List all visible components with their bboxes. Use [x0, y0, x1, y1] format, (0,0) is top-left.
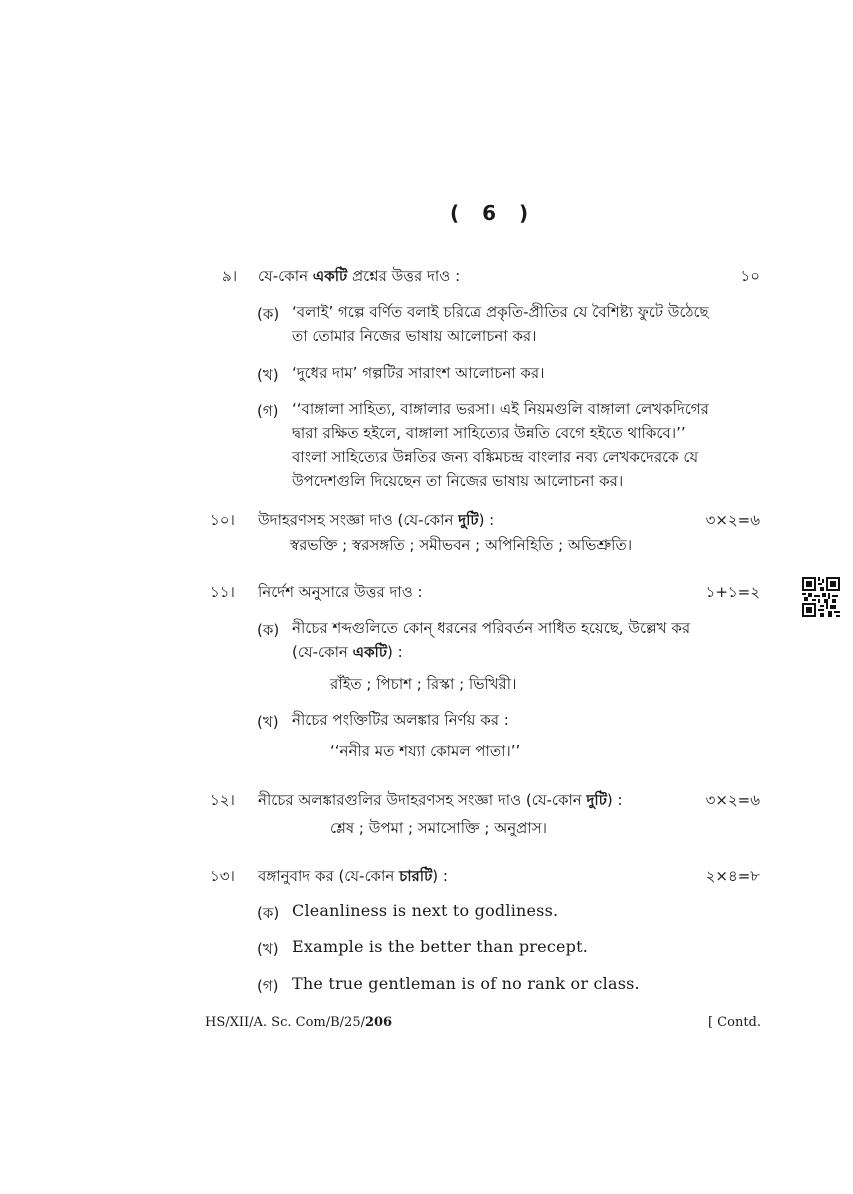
- q11-sub-b-line-1: নীচের পংক্তিটির অলঙ্কার নির্ণয় কর :: [292, 711, 509, 729]
- q10-stem: উদাহরণসহ সংজ্ঞা দাও (যে-কোন দুটি) :: [258, 511, 495, 529]
- q13-sub-c-label: (গ): [257, 977, 279, 995]
- q12-terms: শ্লেষ ; উপমা ; সমাসোক্তি ; অনুপ্রাস।: [330, 819, 547, 837]
- q11-stem: নির্দেশ অনুসারে উত্তর দাও :: [258, 583, 423, 601]
- q11-sub-a-line-1: নীচের শব্দগুলিতে কোন্ ধরনের পরিবর্তন সাধিত হয়েছে, উল্লেখ কর: [292, 619, 691, 637]
- paper-code: HS/XII/A. Sc. Com/B/25/206: [205, 1015, 393, 1030]
- q9-marks: ১০: [740, 267, 760, 285]
- q11-sub-a-label: (ক): [257, 621, 280, 639]
- q13-marks: ২×৪=৮: [705, 867, 760, 885]
- q11-sub-b-quote: ‘‘ননীর মত শয্যা কোমল পাতা।’’: [330, 742, 521, 760]
- q9-sub-c-line-3: বাংলা সাহিত্যের উন্নতির জন্য বঙ্কিমচন্দ্র বাংলার নব্য লেখকদেরকে যে: [292, 448, 699, 466]
- q10-number: ১০।: [210, 511, 235, 529]
- q9-number: ৯।: [222, 267, 238, 285]
- q11-sub-a-words: রাঁইত ; পিচাশ ; রিস্কা ; ভিখিরী।: [330, 675, 517, 693]
- q9-sub-b-line-1: ‘দুধের দাম’ গল্পটির সারাংশ আলোচনা কর।: [292, 364, 545, 382]
- q13-sub-b-text: Example is the better than precept.: [292, 937, 589, 956]
- q13-sub-b-label: (খ): [257, 940, 279, 958]
- q9-sub-a-label: (ক): [257, 305, 280, 323]
- q13-number: ১৩।: [210, 867, 235, 885]
- q9-sub-b-label: (খ): [257, 366, 279, 384]
- qr-code-icon: [802, 577, 840, 617]
- q9-sub-c-label: (গ): [257, 402, 279, 420]
- q13-sub-a-text: Cleanliness is next to godliness.: [292, 901, 559, 920]
- q9-sub-a-line-1: ‘বলাই’ গল্পে বর্ণিত বলাই চরিত্রে প্রকৃতি-প্রীতির যে বৈশিষ্ট্য ফুটে উঠেছে: [292, 303, 709, 321]
- q11-sub-a-line-2: (যে-কোন একটি) :: [292, 643, 403, 661]
- q11-marks: ১+১=২: [705, 583, 760, 601]
- q12-marks: ৩×২=৬: [705, 791, 760, 809]
- continued-label: [ Contd.: [707, 1015, 761, 1030]
- q12-number: ১২।: [210, 791, 235, 809]
- q9-sub-c-line-4: উপদেশগুলি দিয়েছেন তা নিজের ভাষায় আলোচনা কর।: [292, 472, 624, 490]
- q9-sub-a-line-2: তা তোমার নিজের ভাষায় আলোচনা কর।: [292, 327, 537, 345]
- q9-sub-c-line-2: দ্বারা রক্ষিত হইলে, বাঙ্গালা সাহিত্যের উন্নতি বেগে হইতে থাকিবে।’’: [292, 424, 686, 442]
- q13-sub-a-label: (ক): [257, 904, 280, 922]
- q13-stem: বঙ্গানুবাদ কর (যে-কোন চারটি) :: [258, 867, 448, 885]
- page-number: ( 6 ): [450, 201, 537, 225]
- q11-number: ১১।: [210, 583, 235, 601]
- q11-sub-b-label: (খ): [257, 713, 279, 731]
- q9-stem: যে-কোন একটি প্রশ্নের উত্তর দাও :: [258, 267, 461, 285]
- q10-terms: স্বরভক্তি ; স্বরসঙ্গতি ; সমীভবন ; অপিনিহিতি ; অভিশ্রুতি।: [290, 536, 633, 554]
- q10-marks: ৩×২=৬: [705, 511, 760, 529]
- q9-sub-c-line-1: ‘‘বাঙ্গালা সাহিত্য, বাঙ্গালার ভরসা। এই নিয়মগুলি বাঙ্গালা লেখকদিগের: [292, 400, 709, 418]
- q13-sub-c-text: The true gentleman is of no rank or class.: [292, 974, 640, 993]
- q12-stem: নীচের অলঙ্কারগুলির উদাহরণসহ সংজ্ঞা দাও (যে-কোন দুটি) :: [258, 791, 623, 809]
